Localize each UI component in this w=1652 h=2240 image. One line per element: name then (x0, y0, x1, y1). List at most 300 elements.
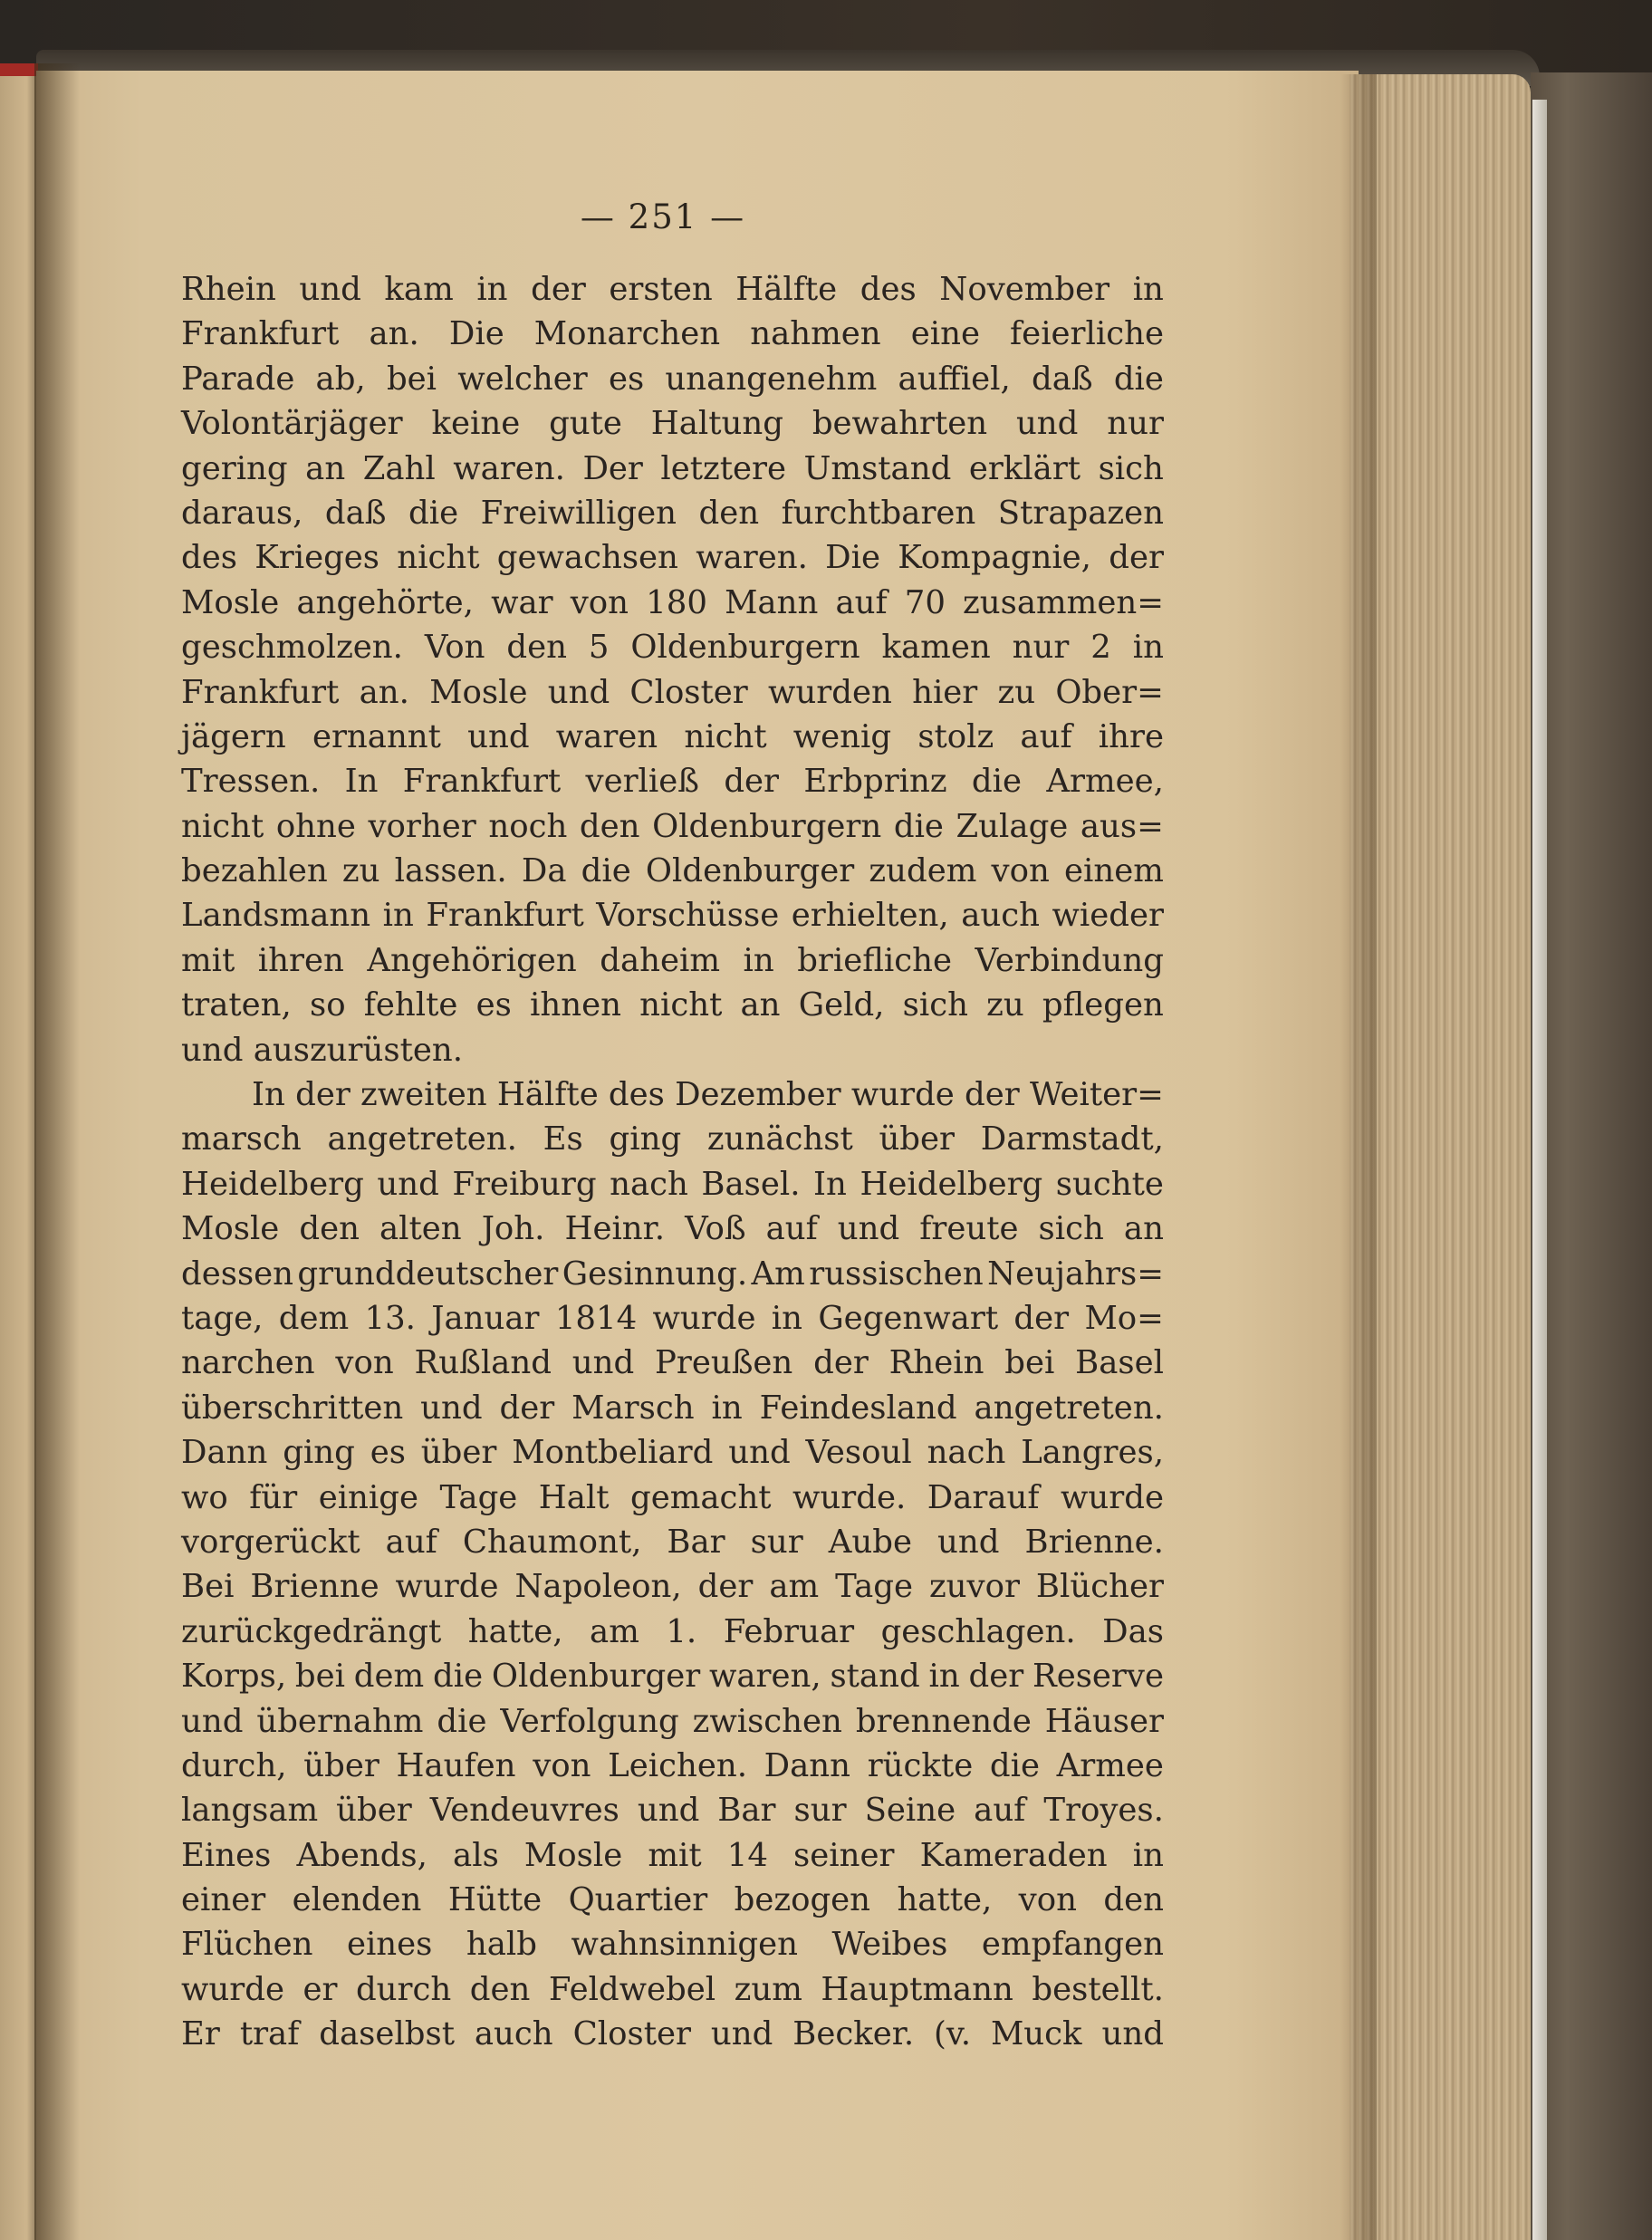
word: narchen (181, 1344, 315, 1382)
word: Napoleon, (514, 1568, 682, 1606)
word: in (1132, 629, 1164, 667)
word: ersten (609, 271, 713, 308)
text-line (181, 983, 1164, 1027)
word: 1. (666, 1612, 697, 1650)
word: der (531, 271, 586, 308)
word: über (879, 1120, 956, 1158)
word: Brienne. (1024, 1523, 1164, 1561)
word: über (420, 1434, 497, 1472)
word: briefliche (797, 941, 953, 979)
word: Mosle (181, 583, 280, 621)
word: nach (927, 1434, 1006, 1472)
word: für (249, 1478, 298, 1516)
word: den (506, 629, 567, 667)
word: nicht (684, 717, 767, 755)
word: daheim (600, 941, 720, 979)
word: Marsch (571, 1389, 695, 1427)
word: des (181, 539, 237, 577)
word: sur (793, 1792, 847, 1830)
text-line (181, 1072, 1164, 1117)
word: Tressen. (181, 763, 321, 801)
word: ab, (315, 360, 366, 398)
word: so (310, 986, 346, 1024)
word: und (710, 2015, 773, 2053)
word: nur (1107, 405, 1164, 443)
word: Ober= (1055, 673, 1164, 711)
word: Verbindung (975, 941, 1164, 979)
word: den (469, 1970, 531, 2008)
word: in (476, 271, 508, 308)
word: Oldenburger (491, 1658, 701, 1696)
word: Montbeliard (512, 1434, 714, 1472)
word: auf (974, 1792, 1026, 1830)
word: daselbst (319, 2015, 455, 2053)
word: angehörte, (296, 583, 474, 621)
word: Umstand (803, 449, 952, 487)
word: In (344, 763, 379, 801)
word: Seine (864, 1792, 956, 1830)
word: In (813, 1165, 847, 1203)
word: einige (318, 1478, 419, 1516)
word: über (303, 1746, 379, 1784)
word: daraus, (181, 494, 303, 532)
word: Gesinnung. (562, 1255, 748, 1293)
word: durch (355, 1970, 452, 2008)
word: Chaumont, (462, 1523, 642, 1561)
word: zu (997, 673, 1036, 711)
word: gewachsen (496, 539, 678, 577)
word: die (1113, 360, 1164, 398)
text-line (181, 535, 1164, 580)
word: wo (181, 1478, 228, 1516)
word: Armee (1056, 1746, 1164, 1784)
word: wurde (652, 1299, 756, 1337)
word: die (893, 807, 944, 845)
word: rückte (867, 1746, 974, 1784)
word: Die (448, 315, 504, 353)
word: elenden (292, 1881, 422, 1919)
word: Heidelberg (181, 1165, 364, 1203)
text-line (181, 491, 1164, 535)
word: Oldenburgern (652, 807, 882, 845)
word: Frankfurt (402, 763, 562, 801)
word: verließ (585, 763, 699, 801)
word: Erbprinz (803, 763, 947, 801)
word: die (989, 1746, 1040, 1784)
word: der (499, 1389, 555, 1427)
text-line (181, 1564, 1164, 1609)
word: empfangen (981, 1926, 1164, 1964)
word: der (965, 1076, 1020, 1114)
word: Dann (764, 1746, 851, 1784)
word: Quartier (568, 1881, 708, 1919)
word: Blücher (1035, 1568, 1164, 1606)
word: die (581, 852, 631, 890)
word: in (382, 897, 414, 935)
text-line (181, 267, 1164, 312)
word: am (590, 1612, 639, 1650)
text-line (181, 1162, 1164, 1207)
word: traten, (181, 986, 292, 1024)
word: sur (750, 1523, 803, 1561)
word: Vendeuvres (429, 1792, 620, 1830)
word: Februar (723, 1612, 855, 1650)
word: kam (384, 271, 454, 308)
text-line (181, 670, 1164, 715)
word: seiner (793, 1836, 895, 1874)
word: vorgerückt (181, 1523, 360, 1561)
word: erhielten, (791, 897, 949, 935)
word: Strapazen (997, 494, 1164, 532)
word: vorher (368, 807, 476, 845)
word: geschmolzen. (181, 629, 403, 667)
word: Mosle (429, 673, 528, 711)
word: und (181, 1702, 244, 1740)
word: Verfolgung (500, 1702, 679, 1740)
word: und (467, 717, 530, 755)
word: übernahm (256, 1702, 424, 1740)
word: November (939, 271, 1110, 308)
word: keine (431, 405, 521, 443)
text-line: und auszurüsten. (181, 1031, 464, 1069)
word: bei (1004, 1344, 1055, 1382)
word: Oldenburger (645, 852, 855, 890)
word: den (299, 1210, 360, 1248)
word: grunddeutscher (297, 1255, 559, 1293)
word: die (432, 1658, 484, 1696)
word: zweiten (360, 1076, 487, 1114)
word: Brienne (250, 1568, 379, 1606)
word: Mann (725, 583, 819, 621)
word: bei (294, 1658, 346, 1696)
text-line (181, 2012, 1164, 2056)
word: Neujahrs= (987, 1255, 1164, 1293)
word: pflegen (1042, 986, 1164, 1024)
word: unangenehm (665, 360, 878, 398)
word: langsam (181, 1792, 319, 1830)
word: der (968, 1658, 1024, 1696)
word: stand (830, 1658, 920, 1696)
word: zudem (869, 852, 977, 890)
word: Haufen (396, 1746, 516, 1784)
text-line (181, 1117, 1164, 1161)
word: Mosle (523, 1836, 623, 1874)
word: gute (549, 405, 622, 443)
word: welcher (457, 360, 588, 398)
word: zu (341, 852, 380, 890)
word: Flüchen (181, 1926, 313, 1964)
word: Reserve (1032, 1658, 1164, 1696)
word: von (991, 852, 1050, 890)
word: eine (910, 315, 980, 353)
word: Die (825, 539, 880, 577)
word: Freiwilligen (480, 494, 677, 532)
word: wenig (792, 717, 892, 755)
word: erklärt (968, 449, 1081, 487)
word: Hälfte (735, 271, 838, 308)
word: Heinr. (564, 1210, 666, 1248)
word: Es (543, 1120, 583, 1158)
word: dem (353, 1658, 425, 1696)
word: stolz (917, 717, 994, 755)
word: an (1123, 1210, 1164, 1248)
word: 180 (646, 583, 707, 621)
word: zusammen= (963, 583, 1164, 621)
word: nicht (181, 807, 264, 845)
word: wahnsinnigen (571, 1926, 798, 1964)
word: an (305, 449, 346, 487)
word: auch (961, 897, 1040, 935)
word: und (377, 1165, 439, 1203)
word: ihnen (529, 986, 621, 1024)
word: sich (902, 986, 968, 1024)
word: 5 (588, 629, 610, 667)
word: waren, (708, 1658, 821, 1696)
text-line (181, 1520, 1164, 1564)
word: Frankfurt (181, 315, 340, 353)
word: bezogen (734, 1881, 871, 1919)
word: Heidelberg (860, 1165, 1043, 1203)
text-line (181, 1654, 1164, 1698)
word: an. (369, 315, 419, 353)
word: von (335, 1344, 394, 1382)
word: Tage (835, 1568, 913, 1606)
left-page-red-edge (0, 63, 38, 76)
word: ernannt (312, 717, 441, 755)
gutter-shadow (34, 63, 80, 2240)
word: Haltung (650, 405, 783, 443)
word: Landsmann (181, 897, 371, 935)
word: traf (239, 2015, 300, 2053)
word: zu (986, 986, 1024, 1024)
word: wurde (850, 1076, 955, 1114)
word: ging (609, 1120, 682, 1158)
word: es (475, 986, 512, 1024)
word: Hälfte (496, 1076, 599, 1114)
word: nicht (397, 539, 480, 577)
word: in (771, 1299, 803, 1337)
word: Kameraden (919, 1836, 1108, 1874)
text-line (181, 312, 1164, 356)
word: ohne (275, 807, 356, 845)
word: daß (1032, 360, 1093, 398)
word: der (1109, 539, 1164, 577)
word: Oldenburgern (630, 629, 860, 667)
word: zwischen (692, 1702, 842, 1740)
word: wurde (395, 1568, 499, 1606)
text-line (181, 715, 1164, 759)
word: und (728, 1434, 791, 1472)
word: der (724, 763, 780, 801)
word: 13. (364, 1299, 416, 1337)
word: gemacht (630, 1478, 772, 1516)
word: hatte, (467, 1612, 563, 1650)
word: Hütte (447, 1881, 543, 1919)
word: 70 (904, 583, 946, 621)
word: Dann (181, 1434, 268, 1472)
word: Frankfurt (181, 673, 340, 711)
word: zunächst (706, 1120, 853, 1158)
word: auf (765, 1210, 818, 1248)
word: Becker. (792, 2015, 915, 2053)
word: Closter (629, 673, 748, 711)
word: Rhein (888, 1344, 984, 1382)
word: an (740, 986, 781, 1024)
word: Darmstadt, (980, 1120, 1164, 1158)
word: zuvor (928, 1568, 1020, 1606)
word: suchte (1055, 1165, 1164, 1203)
word: angetreten. (974, 1389, 1164, 1427)
text-line (181, 1430, 1164, 1475)
word: durch, (181, 1746, 287, 1784)
word: den (1103, 1881, 1164, 1919)
text-line (181, 1922, 1164, 1966)
word: der (295, 1076, 351, 1114)
word: war (491, 583, 553, 621)
word: auch (474, 2015, 553, 2053)
left-page-edge (0, 63, 38, 2240)
text-line (181, 401, 1164, 446)
word: dem (278, 1299, 350, 1337)
word: der (813, 1344, 869, 1382)
word: halb (466, 1926, 537, 1964)
word: Eines (181, 1836, 272, 1874)
word: Das (1102, 1612, 1164, 1650)
word: Von (424, 629, 485, 667)
text-line (181, 1341, 1164, 1385)
word: Vesoul (805, 1434, 912, 1472)
word: fehlte (363, 986, 458, 1024)
word: Closter (572, 2015, 691, 2053)
word: In (252, 1076, 285, 1114)
body-text (181, 267, 1164, 2057)
word: jägern (181, 717, 286, 755)
word: feierliche (1010, 315, 1164, 353)
text-line (181, 1699, 1164, 1744)
word: zurückgedrängt (181, 1612, 442, 1650)
word: Bar (717, 1792, 776, 1830)
text-line (181, 357, 1164, 401)
word: wurden (768, 673, 892, 711)
cover-inner-edge (1532, 100, 1547, 2240)
word: und (1015, 405, 1079, 443)
word: in (928, 1658, 960, 1696)
word: tage, (181, 1299, 264, 1337)
word: überschritten (181, 1389, 404, 1427)
word: angetreten. (327, 1120, 517, 1158)
word: 14 (726, 1836, 768, 1874)
word: es (370, 1434, 406, 1472)
word: Tage (439, 1478, 518, 1516)
word: Monarchen (533, 315, 721, 353)
word: und (420, 1389, 483, 1427)
word: den (698, 494, 760, 532)
text-line (181, 849, 1164, 893)
text-line (181, 804, 1164, 849)
word: Darauf (927, 1478, 1040, 1516)
word: Bar (667, 1523, 725, 1561)
word: sich (1038, 1210, 1104, 1248)
word: 2 (1090, 629, 1111, 667)
text-line (181, 447, 1164, 491)
word: Halt (538, 1478, 610, 1516)
word: Er (181, 2015, 220, 2053)
word: von (533, 1746, 591, 1784)
word: nur (1012, 629, 1070, 667)
word: (v. (934, 2015, 972, 2053)
text-line (181, 759, 1164, 803)
word: und (937, 1523, 1000, 1561)
word: und (299, 271, 361, 308)
word: noch (488, 807, 568, 845)
word: Rußland (414, 1344, 552, 1382)
word: der (697, 1568, 754, 1606)
word: Armee, (1046, 763, 1164, 801)
word: Zahl (362, 449, 436, 487)
word: die (437, 1702, 487, 1740)
word: die (971, 763, 1023, 801)
word: gering (181, 449, 288, 487)
word: wieder (1052, 897, 1164, 935)
text-line (181, 1967, 1164, 2012)
word: und (837, 1210, 900, 1248)
word: der (1013, 1299, 1070, 1337)
word: Vorschüsse (596, 897, 780, 935)
word: kamen (881, 629, 991, 667)
word: nahmen (750, 315, 881, 353)
word: Langres, (1021, 1434, 1164, 1472)
word: dessen (181, 1255, 294, 1293)
word: Feindesland (759, 1389, 957, 1427)
word: Abends, (296, 1836, 427, 1874)
word: den (579, 807, 640, 845)
word: und (571, 1344, 635, 1382)
word: bezahlen (181, 852, 328, 890)
word: Geld, (798, 986, 885, 1024)
word: Kompagnie, (898, 539, 1091, 577)
word: über (336, 1792, 412, 1830)
word: von (570, 583, 629, 621)
word: Preußen (654, 1344, 793, 1382)
text-line (181, 1744, 1164, 1788)
word: marsch (181, 1120, 302, 1158)
word: mit (181, 941, 235, 979)
text-line (181, 1788, 1164, 1832)
word: und (1101, 2015, 1164, 2053)
page-edge-shadow (1340, 74, 1377, 2240)
text-line (181, 581, 1164, 625)
text-line (181, 625, 1164, 669)
text-line (181, 1207, 1164, 1251)
word: am (769, 1568, 820, 1606)
word: ihre (1098, 717, 1164, 755)
word: alten (379, 1210, 462, 1248)
word: auffiel, (898, 360, 1011, 398)
text-line (181, 1252, 1164, 1296)
word: Leichen. (608, 1746, 747, 1784)
word: wurde. (792, 1478, 907, 1516)
word: ging (283, 1434, 355, 1472)
word: auf (1020, 717, 1072, 755)
word: sich (1098, 449, 1164, 487)
word: die (408, 494, 459, 532)
word: Muck (990, 2015, 1082, 2053)
text-line (181, 938, 1164, 983)
word: zum (734, 1970, 802, 2008)
word: ihren (257, 941, 344, 979)
word: Basel. (701, 1165, 801, 1203)
word: mit (648, 1836, 702, 1874)
